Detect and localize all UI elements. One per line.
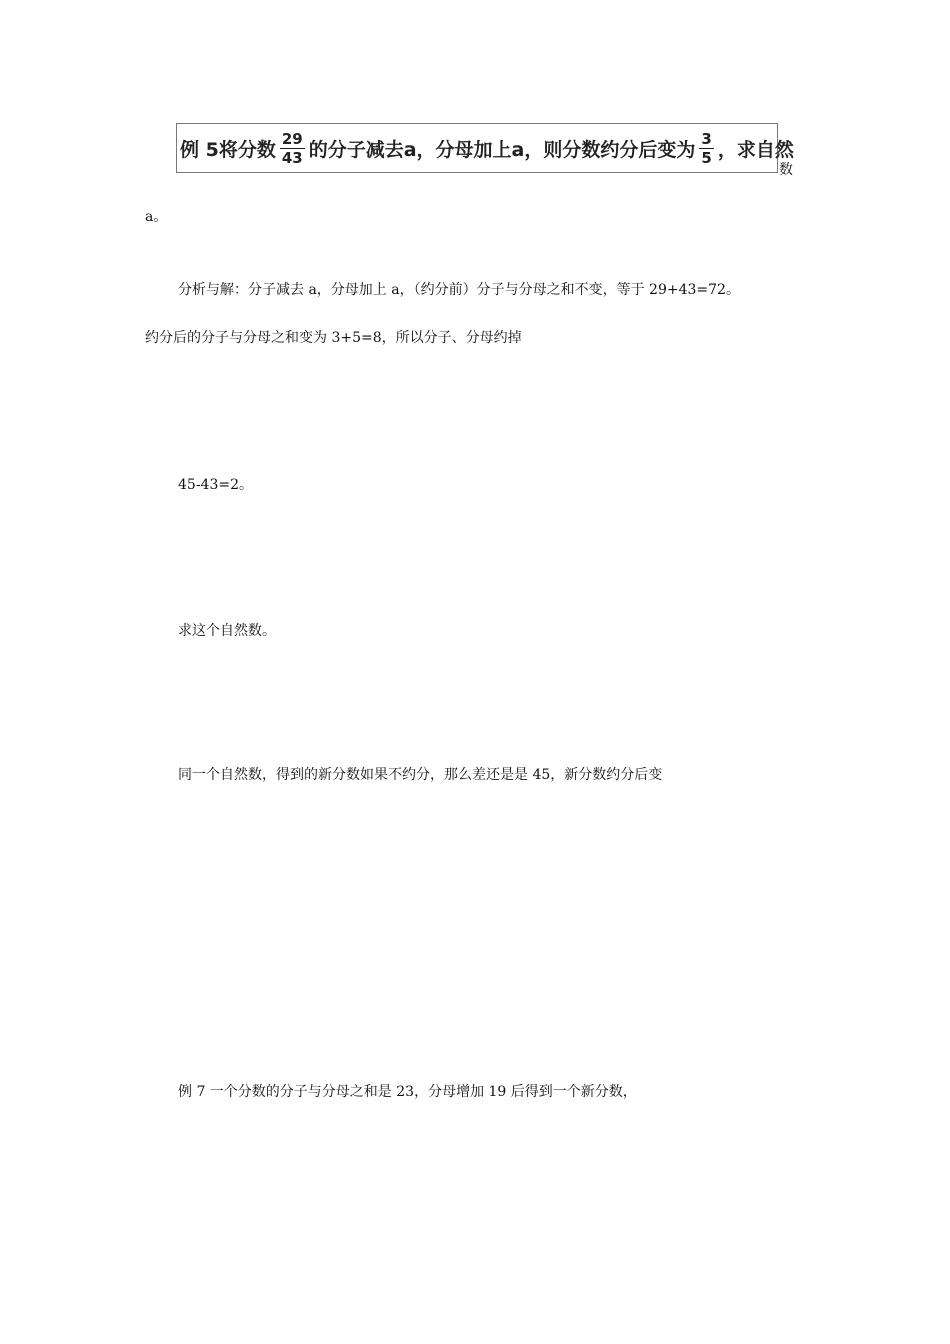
fraction-denominator: 5: [701, 148, 712, 167]
fraction-denominator: 43: [281, 148, 303, 167]
example-5-overflow-char: 数: [779, 162, 793, 178]
example-5-prefix: 例 5将分数: [180, 138, 276, 161]
question-line: 求这个自然数。: [178, 623, 276, 639]
analysis-line-1: 分析与解：分子减去 a，分母加上 a，（约分前）分子与分母之和不变，等于 29+43=72。: [178, 282, 740, 298]
fraction-numerator: 29: [281, 129, 303, 148]
example-5-problem-image: [176, 123, 794, 173]
example-5-line-2: a。: [145, 209, 168, 225]
analysis-line-2: 约分后的分子与分母之和变为 3+5=8，所以分子、分母约掉: [145, 330, 522, 346]
continuation-line: 同一个自然数，得到的新分数如果不约分，那么差还是是 45，新分数约分后变: [178, 767, 663, 783]
result-line: 45-43=2。: [178, 477, 253, 493]
fraction-numerator: 3: [701, 129, 712, 148]
example-7-line: 例 7 一个分数的分子与分母之和是 23，分母增加 19 后得到一个新分数，: [178, 1084, 637, 1100]
example-5-suffix: ，求自然: [717, 138, 794, 161]
example-5-middle: 的分子减去a，分母加上a，则分数约分后变为: [308, 138, 696, 161]
fraction-3-5: [699, 131, 713, 166]
fraction-29-43: [280, 131, 305, 166]
